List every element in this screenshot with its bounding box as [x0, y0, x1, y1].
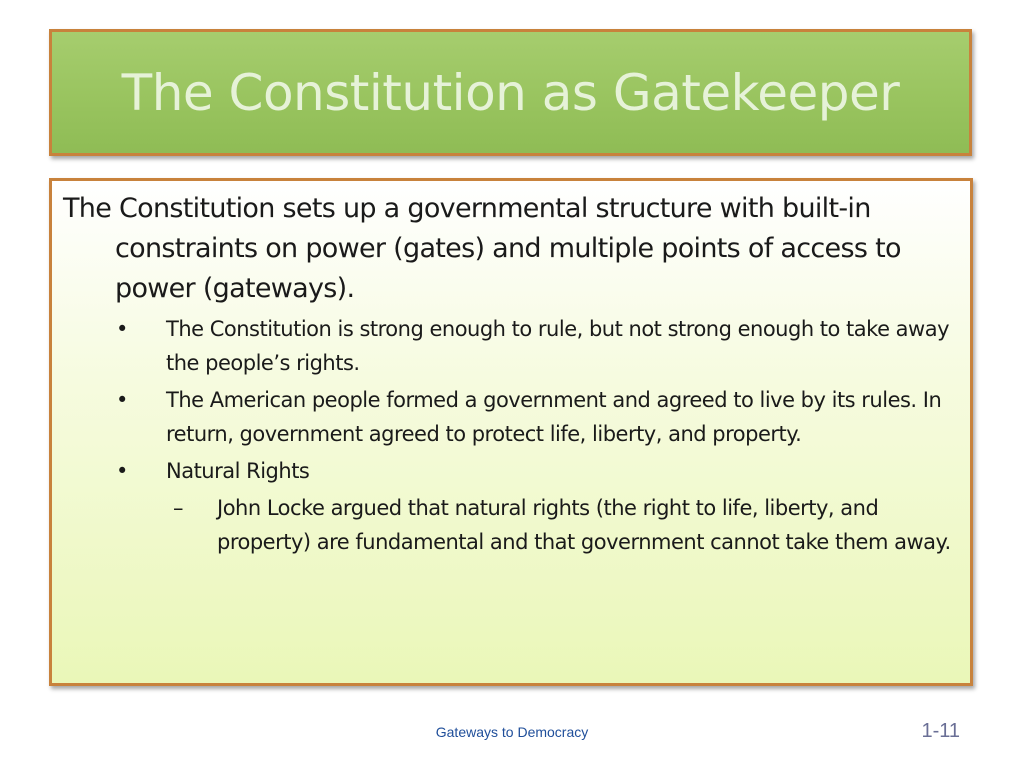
bullet-item: [116, 312, 960, 380]
bullet-text: Natural Rights: [166, 459, 310, 483]
slide-title: The Constitution as Gatekeeper: [121, 63, 900, 122]
slide-title-box: [49, 29, 972, 156]
bullet-item: [116, 454, 960, 488]
main-paragraph: The Constitution sets up a governmental structure with built-in constraints on power (gates) and multiple points of access to power (gateways).: [63, 193, 901, 304]
bullet-text: The American people formed a government and agreed to live by its rules. In return, government agreed to protect life, liberty, and property.: [166, 388, 942, 446]
dash-marker: –: [173, 496, 183, 520]
bullet-text: The Constitution is strong enough to rule, but not strong enough to take away the people’s rights.: [166, 317, 950, 375]
content-panel: [49, 178, 973, 686]
bullet-item: [116, 383, 960, 451]
bullet-marker: •: [116, 388, 128, 412]
page-number: 1-11: [921, 720, 960, 742]
bullet-marker: •: [116, 459, 128, 483]
footer-title: Gateways to Democracy: [435, 724, 589, 740]
sub-bullet-item: [173, 491, 960, 559]
sub-bullet-text: John Locke argued that natural rights (the right to life, liberty, and property) are fundamental and that government cannot take them away.: [217, 496, 951, 554]
bullet-marker: •: [116, 317, 128, 341]
